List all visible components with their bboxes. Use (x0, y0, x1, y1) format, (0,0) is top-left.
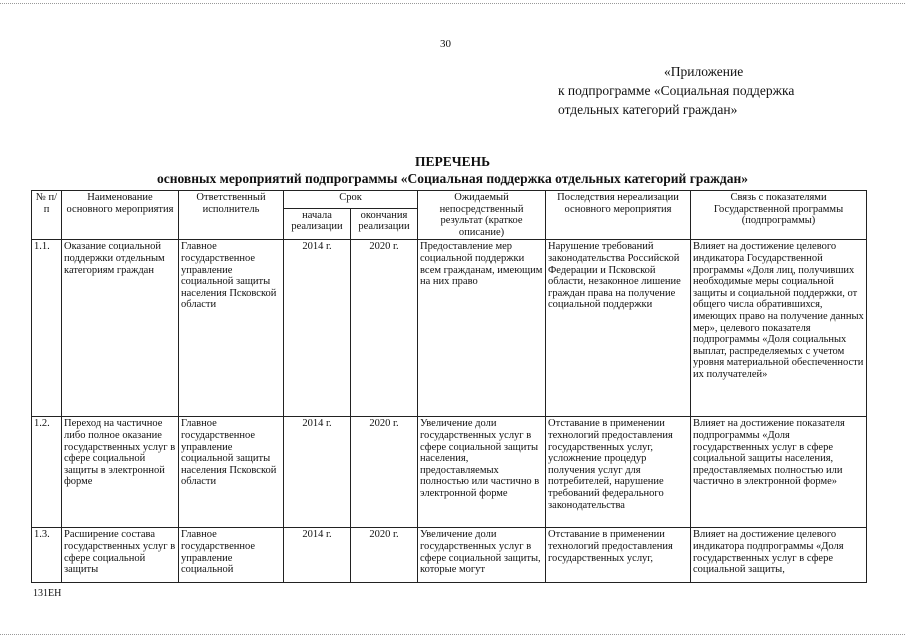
header-link: Связь с показателями Государственной программы (подпрограммы) (691, 191, 867, 240)
table-row (32, 240, 867, 417)
page-number: 30 (440, 38, 451, 50)
row-name: Переход на частичное либо полное оказание государственных услуг в сфере социальной защиты в электронной форме (62, 417, 179, 528)
appendix-line-2: к подпрограмме «Социальная поддержка (558, 83, 795, 98)
row-end: 2020 г. (351, 417, 418, 528)
row-link: Влияет на достижение целевого индикатора Государственной программы «Доля лиц, получивших необходимые меры социальной защиты и социальной поддержки, от общего числа обратившихся, имеющих право на получение данных мер», целевого показателя подпрограммы «Доля социальных выплат, распределяемых с учетом уровня материальной обеспеченности их получателей» (691, 240, 867, 417)
footer-code: 131ЕН (33, 588, 62, 599)
header-name: Наименование основного мероприятия (62, 191, 179, 240)
row-responsible: Главное государственное управление социальной защиты населения Псковской области (179, 240, 284, 417)
table-row (32, 417, 867, 528)
header-end: окончания реализации (351, 208, 418, 240)
measures-table (31, 190, 867, 583)
row-num: 1.2. (32, 417, 62, 528)
appendix-line-1: «Приложение (664, 64, 744, 79)
row-result: Предоставление мер социальной поддержки всем гражданам, имеющим на них право (418, 240, 546, 417)
row-consequences: Нарушение требований законодательства Российской Федерации и Псковской области, незаконное лишение граждан права на получение социальной поддержки (546, 240, 691, 417)
row-end: 2020 г. (351, 240, 418, 417)
table-row (32, 528, 867, 583)
row-num: 1.1. (32, 240, 62, 417)
appendix-line-3: отдельных категорий граждан» (558, 102, 738, 117)
document-title: ПЕРЕЧЕНЬ (414, 154, 491, 169)
row-link: Влияет на достижение целевого индикатора подпрограммы «Доля государственных услуг в сфере социальной защиты, (691, 528, 867, 583)
row-end: 2020 г. (351, 528, 418, 583)
header-consequences: Последствия нереализации основного мероприятия (546, 191, 691, 240)
header-result: Ожидаемый непосредственный результат (краткое описание) (418, 191, 546, 240)
row-link: Влияет на достижение показателя подпрограммы «Доля государственных услуг в сфере социальной защиты населения, предоставляемых полностью или частично в электронной форме» (691, 417, 867, 528)
table-header (32, 191, 867, 240)
header-start: начала реализации (284, 208, 351, 240)
appendix-note (558, 62, 888, 119)
row-start: 2014 г. (284, 240, 351, 417)
row-responsible: Главное государственное управление социальной защиты населения Псковской области (179, 417, 284, 528)
row-num: 1.3. (32, 528, 62, 583)
document-subtitle: основных мероприятий подпрограммы «Социальная поддержка отдельных категорий граждан» (157, 171, 748, 186)
header-term: Срок (284, 191, 418, 209)
row-result: Увеличение доли государственных услуг в сфере социальной защиты населения, предоставляемых полностью или частично в электронной форме (418, 417, 546, 528)
header-responsible: Ответственный исполнитель (179, 191, 284, 240)
row-consequences: Отставание в применении технологий предоставления государственных услуг, усложнение процедур получения услуг для потребителей, нарушение требований федерального законодательства (546, 417, 691, 528)
scan-edge-top (0, 3, 905, 4)
row-start: 2014 г. (284, 417, 351, 528)
row-start: 2014 г. (284, 528, 351, 583)
row-name: Оказание социальной поддержки отдельным категориям граждан (62, 240, 179, 417)
row-consequences: Отставание в применении технологий предоставления государственных услуг, (546, 528, 691, 583)
row-name: Расширение состава государственных услуг в сфере социальной защиты (62, 528, 179, 583)
header-num: № п/п (32, 191, 62, 240)
row-responsible: Главное государственное управление социальной (179, 528, 284, 583)
scan-edge-bottom (0, 634, 905, 635)
row-result: Увеличение доли государственных услуг в сфере социальной защиты, которые могут (418, 528, 546, 583)
